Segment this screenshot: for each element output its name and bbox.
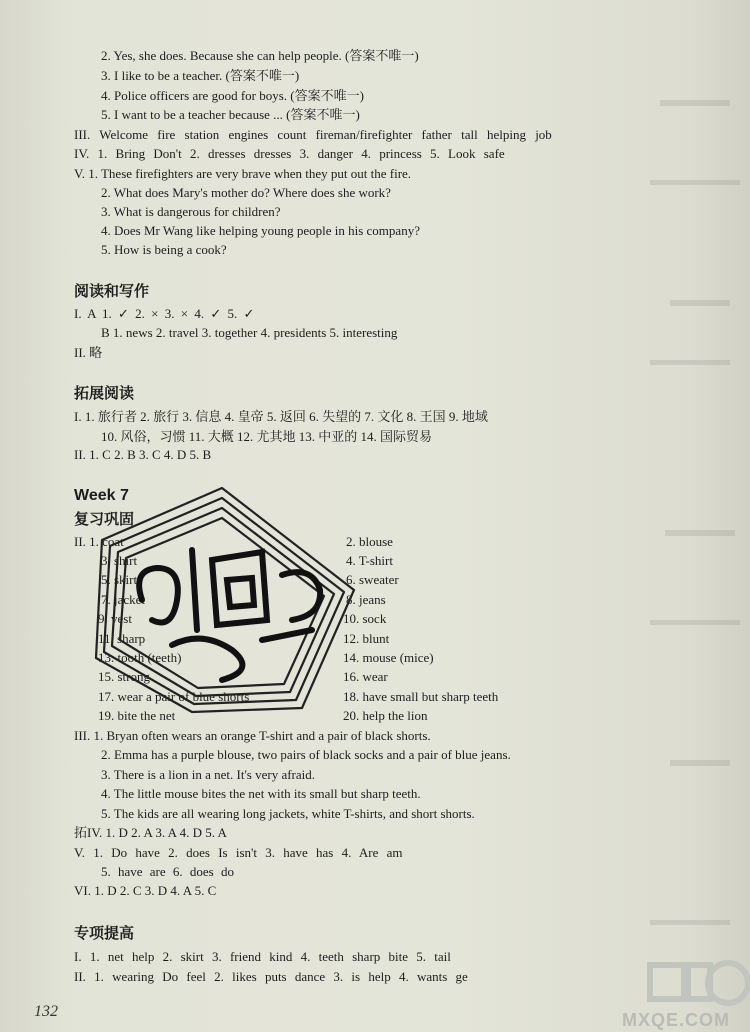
answer-line: 3. What is dangerous for children? <box>101 204 281 219</box>
answer-line: 5. I want to be a teacher because ... (答案不唯一) <box>101 107 360 122</box>
vocab-right: 16. wear <box>343 669 388 684</box>
vocab-right: 14. mouse (mice) <box>343 650 434 665</box>
answer-line: II. 1. C 2. B 3. C 4. D 5. B <box>74 447 212 462</box>
answer-line: 5. have are 6. does do <box>101 864 234 879</box>
vocab-right: 12. blunt <box>343 631 390 646</box>
answer-line: 4. Police officers are good for boys. (答案不唯一) <box>101 88 364 103</box>
vocab-left: 15. strong <box>98 669 150 684</box>
answer-line: 10. 风俗，习惯 11. 大概 12. 尤其地 13. 中亚的 14. 国际贸易 <box>101 429 433 444</box>
vocab-right: 18. have small but sharp teeth <box>343 689 499 704</box>
vocab-left: 7. jacket <box>101 592 146 607</box>
answer-line: II. 略 <box>74 345 103 360</box>
scribble-stamp <box>72 480 372 720</box>
answer-line: 4. The little mouse bites the net with its small but sharp teeth. <box>101 786 421 801</box>
answer-line: 4. Does Mr Wang like helping young people in his company? <box>101 223 420 238</box>
answer-line: 拓IV. 1. D 2. A 3. A 4. D 5. A <box>74 825 227 840</box>
section-heading: 复习巩固 <box>74 510 135 528</box>
answer-line: 3. There is a lion in a net. It's very afraid. <box>101 767 316 782</box>
answer-line: VI. 1. D 2. C 3. D 4. A 5. C <box>74 883 217 898</box>
page-number: 132 <box>34 1003 58 1020</box>
answer-line: I. 1. net help 2. skirt 3. friend kind 4. teeth sharp bite 5. tail <box>74 949 451 964</box>
vocab-left: II. 1. coat <box>74 534 124 549</box>
answer-line: III. Welcome fire station engines count fireman/firefighter father tall helping job <box>74 127 552 142</box>
vocab-left: 3. shirt <box>101 553 138 568</box>
vocab-left: 5. skirt <box>101 572 138 587</box>
answer-line: 2. Yes, she does. Because she can help people. (答案不唯一) <box>101 48 419 63</box>
vocab-right: 10. sock <box>343 611 387 626</box>
vocab-right: 8. jeans <box>346 592 386 607</box>
vocab-left: 11. sharp <box>98 631 146 646</box>
answer-line: IV. 1. Bring Don't 2. dresses dresses 3. danger 4. princess 5. Look safe <box>74 146 505 161</box>
vocab-right: 2. blouse <box>346 534 393 549</box>
section-heading: 阅读和写作 <box>74 282 150 300</box>
section-heading: 专项提高 <box>74 924 135 942</box>
answer-line: B 1. news 2. travel 3. together 4. presidents 5. interesting <box>101 325 398 340</box>
bleed-through-marks <box>640 60 750 960</box>
answer-line: I. 1. 旅行者 2. 旅行 3. 信息 4. 皇帝 5. 返回 6. 失望的 7. 文化 8. 王国 9. 地域 <box>74 409 488 424</box>
section-heading: 拓展阅读 <box>74 384 135 402</box>
answer-line: 2. Emma has a purple blouse, two pairs of black socks and a pair of blue jeans. <box>101 747 511 762</box>
vocab-left: 17. wear a pair of blue shorts <box>98 689 250 704</box>
answer-line: V. 1. These firefighters are very brave when they put out the fire. <box>74 166 412 181</box>
answer-line: 5. How is being a cook? <box>101 242 227 257</box>
vocab-left: 19. bite the net <box>98 708 176 723</box>
vocab-right: 4. T-shirt <box>346 553 393 568</box>
answer-line: V. 1. Do have 2. does Is isn't 3. have has 4. Are am <box>74 845 403 860</box>
week-title: Week 7 <box>74 487 129 504</box>
answer-line: 5. The kids are all wearing long jackets, white T-shirts, and short shorts. <box>101 806 475 821</box>
answer-line: 3. I like to be a teacher. (答案不唯一) <box>101 68 300 83</box>
answer-line: III. 1. Bryan often wears an orange T-shirt and a pair of black shorts. <box>74 728 431 743</box>
answer-line: II. 1. wearing Do feel 2. likes puts dance 3. is help 4. wants ge <box>74 969 468 984</box>
answer-line: 2. What does Mary's mother do? Where does she work? <box>101 185 391 200</box>
vocab-left: 13. tooth (teeth) <box>98 650 182 665</box>
watermark-text: MXQE.COM <box>622 1010 731 1030</box>
vocab-right: 20. help the lion <box>343 708 428 723</box>
vocab-left: 9. vest <box>98 611 132 626</box>
answer-line: I. A 1. ✓ 2. × 3. × 4. ✓ 5. ✓ <box>74 306 255 321</box>
vocab-right: 6. sweater <box>346 572 399 587</box>
